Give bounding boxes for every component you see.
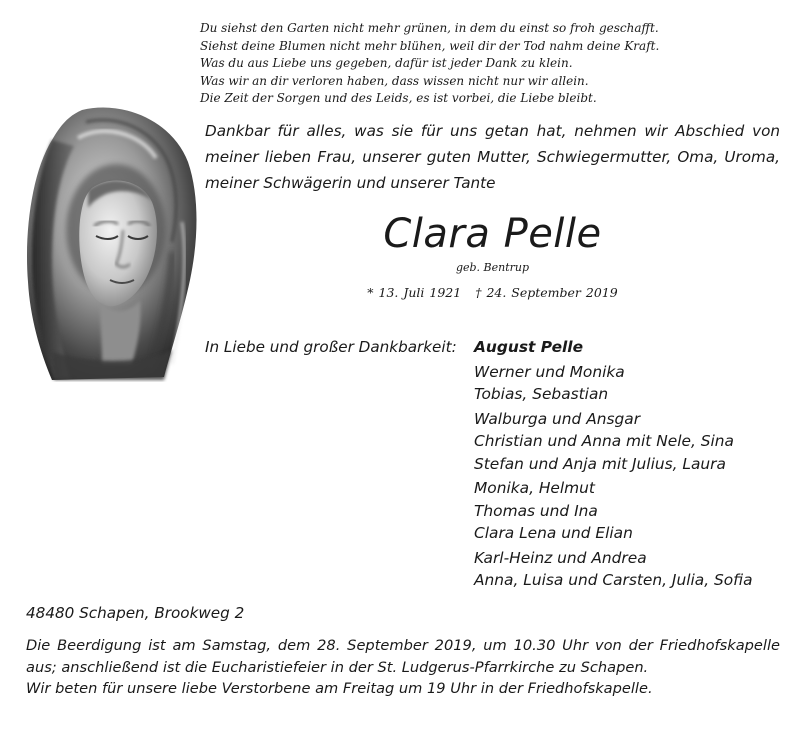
farewell-intro: Dankbar für alles, was sie für uns getan hat, nehmen wir Abschied von meiner lieben Frau, unserer guten Mutter, Schwiegermutter, Oma, Uroma, meiner Schwägerin und unserer Tante (205, 122, 780, 192)
funeral-notice: Die Beerdigung ist am Samstag, dem 28. September 2019, um 10.30 Uhr von der Friedhofskapelle aus; anschließend ist die Eucharistiefeier in der St. Ludgerus-Pfarrkirche zu Schapen. (26, 637, 780, 676)
mourner-group (474, 408, 753, 476)
birth-date: * 13. Juli 1921 (367, 285, 462, 300)
poem-line: Du siehst den Garten nicht mehr grünen, in dem du einst so froh geschafft. (200, 21, 659, 35)
mourner-line: Werner und Monika (474, 362, 625, 381)
poem-line: Was du aus Liebe uns gegeben, dafür ist jeder Dank zu klein. (200, 56, 573, 71)
madonna-portrait-image (22, 102, 204, 382)
mourner-line: Stefan und Anja mit Julius, Laura (474, 454, 726, 473)
mourner-group (474, 336, 753, 359)
funeral-notices (26, 635, 780, 700)
mourner-line: Monika, Helmut (474, 479, 595, 497)
prayer-notice: Wir beten für unsere liebe Verstorbene am Freitag um 19 Uhr in der Friedhofskapelle. (26, 680, 653, 697)
mourners-intro: In Liebe und großer Dankbarkeit: (205, 338, 457, 356)
mourner-line: Walburga und Ansgar (474, 409, 641, 428)
poem-line: Was wir an dir verloren haben, dass wissen nicht nur wir allein. (200, 73, 589, 88)
deceased-name: Clara Pelle (383, 211, 602, 257)
maiden-name: geb. Bentrup (455, 261, 530, 274)
mourner-lead: August Pelle (474, 338, 584, 356)
mourner-group (474, 477, 753, 545)
death-date: † 24. September 2019 (475, 285, 618, 300)
mourner-line: Clara Lena und Elian (474, 524, 633, 542)
memorial-poem (200, 20, 660, 108)
mourners-list (474, 336, 753, 594)
family-address: 48480 Schapen, Brookweg 2 (26, 604, 245, 622)
poem-line: Siehst deine Blumen nicht mehr blühen, weil dir der Tod nahm deine Kraft. (200, 38, 660, 53)
mourner-line: Thomas und Ina (474, 501, 598, 520)
mourner-line: Christian und Anna mit Nele, Sina (474, 432, 734, 450)
mourner-line: Tobias, Sebastian (474, 385, 609, 403)
mourner-group (474, 547, 753, 592)
mourner-group (474, 361, 753, 406)
life-dates (205, 284, 780, 302)
mourner-line: Anna, Luisa und Carsten, Julia, Sofia (474, 571, 753, 589)
poem-line: Die Zeit der Sorgen und des Leids, es ist vorbei, die Liebe bleibt. (200, 91, 597, 106)
mourner-line: Karl-Heinz und Andrea (474, 548, 647, 567)
